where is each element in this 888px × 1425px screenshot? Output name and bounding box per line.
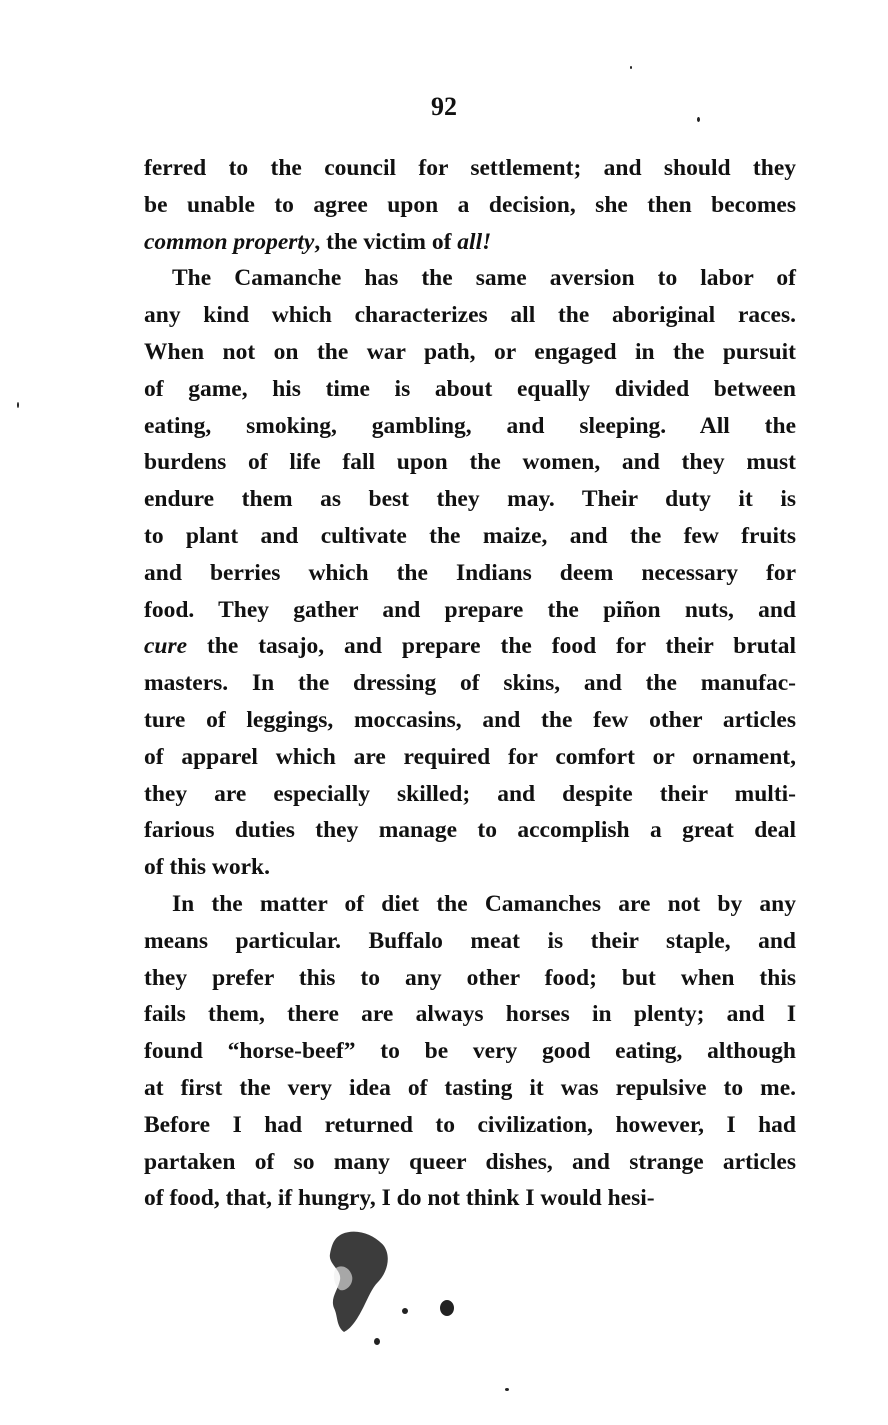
text-line: of food, that, if hungry, I do not think I would hesi- — [144, 1185, 655, 1212]
text-line: partaken of so many queer dishes, and strange articles — [144, 1148, 796, 1175]
text-line: at first the very idea of tasting it was repulsive to me. — [144, 1074, 796, 1101]
text-line: Before I had returned to civilization, however, I had — [144, 1111, 796, 1138]
italic-run: cure — [144, 633, 188, 660]
text-line: endure them as best they may. Their duty it is — [144, 486, 796, 513]
text-line: food. They gather and prepare the piñon nuts, and — [144, 596, 796, 623]
ink-speck — [630, 66, 632, 69]
text-run: , the victim of — [314, 228, 458, 255]
ink-speck — [505, 1388, 509, 1391]
ink-speck — [374, 1338, 380, 1345]
text-line: be unable to agree upon a decision, she then becomes — [144, 191, 796, 218]
text-line: In the matter of diet the Camanches are not by any — [172, 890, 796, 917]
text-line — [144, 628, 796, 665]
text-line — [144, 224, 796, 261]
body-text — [144, 150, 796, 1217]
text-line: of this work. — [144, 854, 270, 881]
text-line: found “horse-beef” to be very good eating, although — [144, 1038, 796, 1065]
ink-blot — [322, 1228, 392, 1338]
text-line: any kind which characterizes all the aboriginal races. — [144, 302, 796, 329]
text-line: farious duties they manage to accomplish a great deal — [144, 817, 796, 844]
text-run: the tasajo, and prepare the food for their brutal — [187, 633, 796, 660]
text-line: When not on the war path, or engaged in the pursuit — [144, 338, 796, 365]
text-line: fails them, there are always horses in plenty; and I — [144, 1001, 796, 1028]
text-line: eating, smoking, gambling, and sleeping. All the — [144, 412, 796, 439]
ink-speck — [17, 402, 19, 408]
text-line: of apparel which are required for comfort or ornament, — [144, 743, 796, 770]
text-line: and berries which the Indians deem necessary for — [144, 559, 796, 586]
ink-speck — [402, 1308, 408, 1314]
text-line: they are especially skilled; and despite their multi- — [144, 780, 796, 807]
paragraph — [144, 886, 796, 1217]
page-number: 92 — [431, 92, 457, 121]
italic-run: all! — [457, 228, 492, 255]
text-line: ture of leggings, moccasins, and the few other articles — [144, 706, 796, 733]
text-line: burdens of life fall upon the women, and they must — [144, 449, 796, 476]
text-line: masters. In the dressing of skins, and the manufac- — [144, 670, 796, 697]
ink-speck — [440, 1300, 454, 1316]
italic-run: common property — [144, 228, 315, 255]
ink-speck — [697, 117, 700, 122]
text-line: they prefer this to any other food; but when this — [144, 964, 796, 991]
paragraph — [144, 260, 796, 886]
text-line: of game, his time is about equally divided between — [144, 375, 796, 402]
text-line: The Camanche has the same aversion to labor of — [172, 265, 796, 292]
text-line: to plant and cultivate the maize, and the few fruits — [144, 522, 796, 549]
text-line: ferred to the council for settlement; and should they — [144, 155, 796, 181]
text-line: means particular. Buffalo meat is their staple, and — [144, 927, 796, 954]
paragraph — [144, 150, 796, 260]
